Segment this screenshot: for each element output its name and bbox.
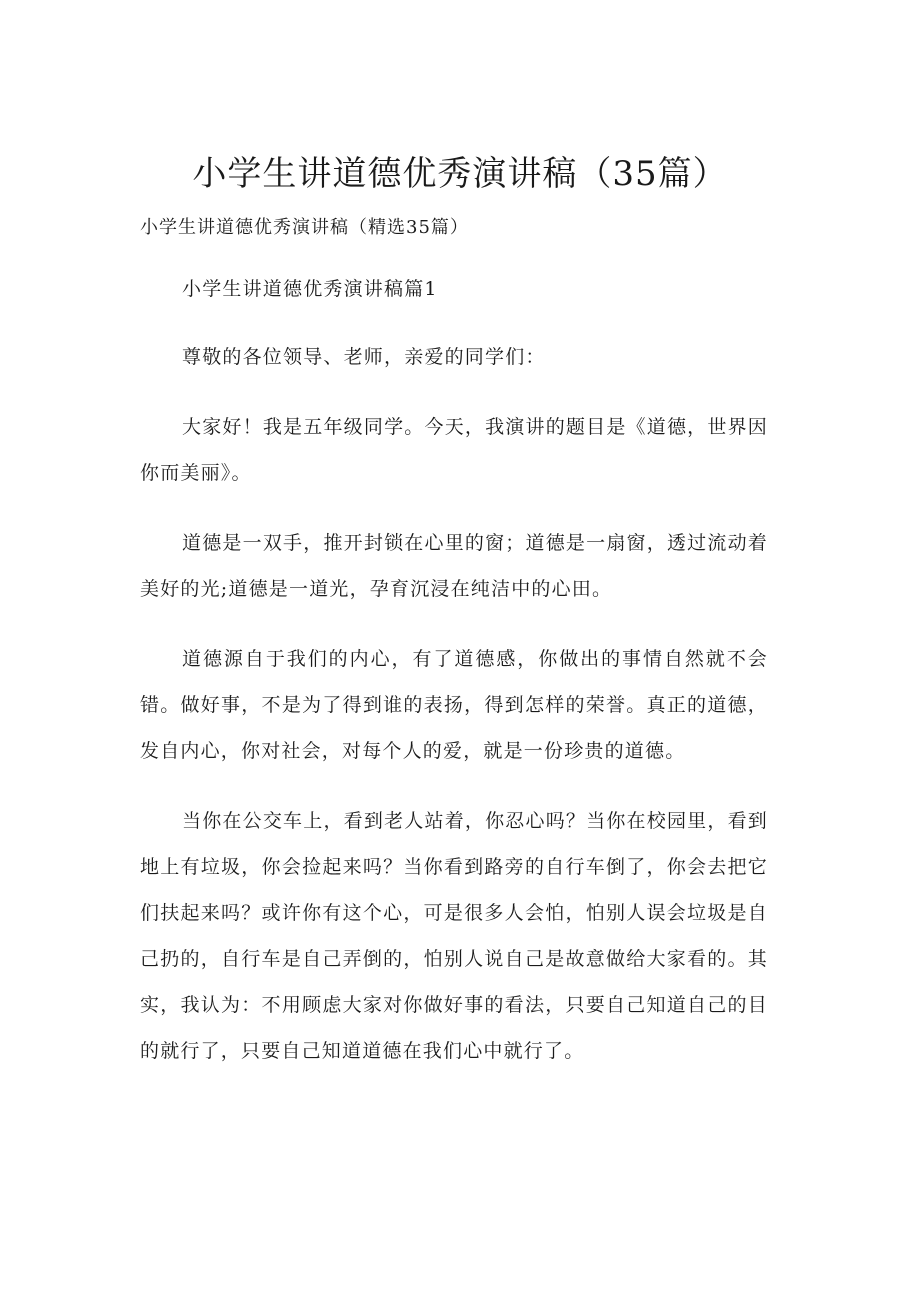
paragraph-greeting: 尊敬的各位领导、老师，亲爱的同学们： (182, 346, 546, 368)
paragraph-source: 道德源自于我们的内心，有了道德感，你做出的事情自然就不会错。做好事，不是为了得到谁的表扬，得到怎样的荣誉。真正的道德，发自内心，你对社会，对每个人的爱，就是一份珍贵的道德。 (140, 648, 768, 762)
paragraph-metaphor: 道德是一双手，推开封锁在心里的窗；道德是一扇窗，透过流动着美好的光;道德是一道光，孕育沉浸在纯洁中的心田。 (140, 532, 768, 600)
paragraph-examples: 当你在公交车上，看到老人站着，你忍心吗？当你在校园里，看到地上有垃圾，你会捡起来吗？当你看到路旁的自行车倒了，你会去把它们扶起来吗？或许你有这个心，可是很多人会怕，怕别人误会垃圾是自己扔的，自行车是自己弄倒的，怕别人说自己是故意做给大家看的。其实，我认为：不用顾虑大家对你做好事的看法，只要自己知道自己的目的就行了，只要自己知道道德在我们心中就行了。 (140, 810, 768, 1062)
paragraph-intro: 大家好！我是五年级同学。今天，我演讲的题目是《道德，世界因你而美丽》。 (140, 416, 768, 484)
document-subtitle: 小学生讲道德优秀演讲稿（精选35篇） (140, 217, 469, 238)
document-body (140, 266, 768, 1098)
section-heading: 小学生讲道德优秀演讲稿篇1 (182, 278, 438, 300)
document-title: 小学生讲道德优秀演讲稿（35篇） (192, 154, 728, 194)
